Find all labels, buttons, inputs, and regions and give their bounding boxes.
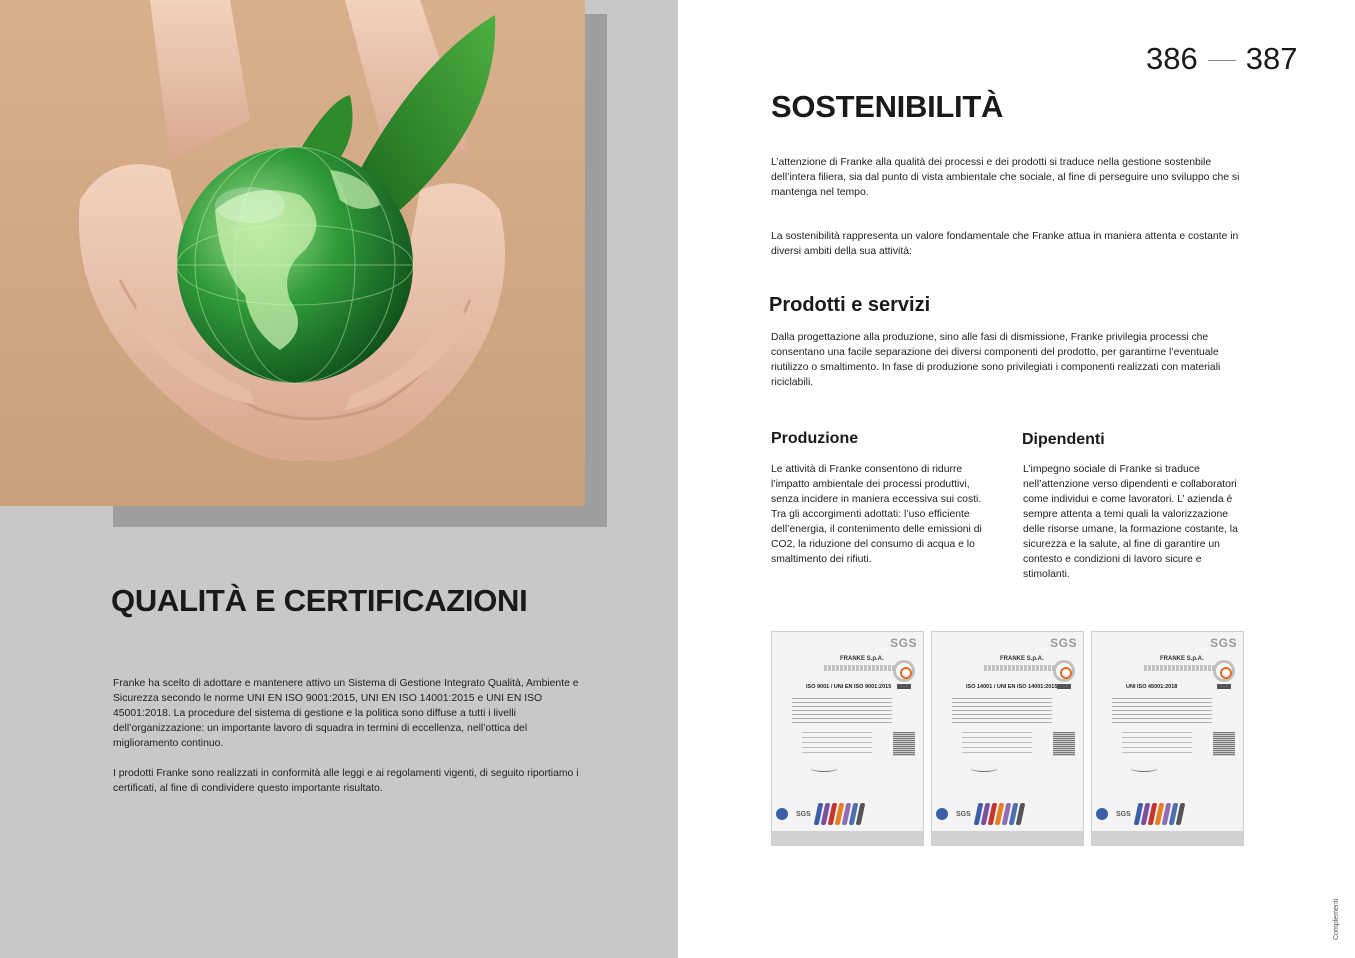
sgs-logo: SGS: [1210, 636, 1237, 650]
certificate-iso-45001: [1091, 631, 1244, 846]
cert-seal-tag: [1057, 684, 1071, 689]
left-page-body: [113, 676, 591, 796]
sgs-logo: SGS: [1050, 636, 1077, 650]
cert-details-text: [1122, 732, 1192, 754]
cert-address-lines: [984, 665, 1064, 671]
cert-standard: ISO 9001 / UNI EN ISO 9001:2015: [806, 684, 892, 690]
cert-scope-text: [1112, 698, 1212, 726]
sgs-mini-logo: SGS: [956, 810, 971, 818]
dipendenti-body: L’impegno sociale di Franke si traduce nell’attenzione verso dipendenti e collaboratori come individui e come lavoratori. L’ azienda è sempre attenta a temi quali la valorizzazione delle risorse umane, la formazione costante, la sicurezza e la salute, al fine di garantire un contesto e condizioni di lavoro sicure e stimolanti.: [1023, 464, 1238, 580]
cert-footer: [932, 831, 1083, 845]
sgs-logo: SGS: [890, 636, 917, 650]
produzione-body: Le attività di Franke consentono di ridurre l’impatto ambientale dei processi produttivi, senza incidere in maniera eccessiva sui costi. Tra gli accorgimenti adottati: l’uso efficiente dell’energia, il contenimento delle emissioni di CO2, la riduzione del consumo di acqua e lo smaltimento dei rifiuti.: [771, 464, 982, 565]
left-paragraph-1: Franke ha scelto di adottare e mantenere attivo un Sistema di Gestione Integrato Qualità, Ambiente e Sicurezza secondo le norme UNI EN ISO 9001:2015, UNI EN ISO 14001:2015 e UNI EN ISO 45001:2018. La procedure del sistema di gestione e la politica sono diffuse a tutti i livelli dell’organizzazione: un importante lavoro di squadra in termini di eccellenza, nell’ottica del miglioramento continuo.: [113, 678, 579, 749]
globe-icon: [1096, 808, 1108, 820]
cert-scope-text: [792, 698, 892, 726]
cert-company: FRANKE S.p.A.: [840, 656, 884, 662]
cert-seal-tag: [1217, 684, 1231, 689]
certificates-row: [771, 631, 1244, 846]
prodotti-body: Dalla progettazione alla produzione, sino alle fasi di dismissione, Franke privilegia processi che consentano una facile separazione dei diversi componenti del prodotto, per garantirne l’eventuale riutilizzo o smaltimento. In fase di produzione sono privilegiati i componenti realizzati con materiali riciclabili.: [771, 332, 1221, 388]
cert-signature: [810, 764, 838, 772]
page-number-left: 386: [1146, 41, 1198, 76]
cert-details-text: [802, 732, 872, 754]
cert-standard: ISO 14001 / UNI EN ISO 14001:2015: [966, 684, 1058, 690]
cert-address-lines: [1144, 665, 1224, 671]
cert-footer: [1092, 831, 1243, 845]
cert-seal-tag: [897, 684, 911, 689]
sgs-mini-logo: SGS: [1116, 810, 1131, 818]
prodotti-heading: Prodotti e servizi: [769, 294, 931, 316]
cert-seal-icon: [1053, 660, 1075, 682]
cert-bottom-band: [1096, 801, 1241, 827]
cert-bottom-band: [776, 801, 921, 827]
cert-bottom-band: [936, 801, 1081, 827]
globe-icon: [936, 808, 948, 820]
page-number-right: 387: [1245, 41, 1298, 76]
sgs-mini-logo: SGS: [796, 810, 811, 818]
cert-standard: UNI ISO 45001:2018: [1126, 684, 1178, 690]
cert-details-text: [962, 732, 1032, 754]
dipendenti-heading: Dipendenti: [1022, 431, 1105, 448]
produzione-heading: Produzione: [771, 430, 859, 447]
globe-icon: [776, 808, 788, 820]
section-side-label: Complementi: [1333, 898, 1340, 940]
cert-seal-icon: [1213, 660, 1235, 682]
intro-paragraph-2: La sostenibilità rappresenta un valore fondamentale che Franke attua in maniera attenta e costante in diversi ambiti della sua attività:: [771, 231, 1239, 257]
cert-stamp-icon: [1053, 732, 1075, 756]
cert-signature: [1130, 764, 1158, 772]
page-number-divider: [1208, 60, 1236, 61]
cert-stamp-icon: [893, 732, 915, 756]
left-paragraph-2: I prodotti Franke sono realizzati in conformità alle leggi e ai regolamenti vigenti, di seguito riportiamo i certificati, al fine di condividere questo importante risultato.: [113, 768, 579, 794]
certificate-iso-14001: [931, 631, 1084, 846]
hands-globe-photo: [0, 0, 585, 506]
cert-signature: [970, 764, 998, 772]
cert-scope-text: [952, 698, 1052, 726]
page-numbers: [1146, 41, 1297, 77]
hands-globe-illustration: [0, 0, 585, 506]
cert-company: FRANKE S.p.A.: [1160, 656, 1204, 662]
cert-company: FRANKE S.p.A.: [1000, 656, 1044, 662]
cert-footer: [772, 831, 923, 845]
right-page-title: SOSTENIBILITÀ: [771, 89, 1004, 124]
cert-stamp-icon: [1213, 732, 1235, 756]
cert-address-lines: [824, 665, 904, 671]
cert-seal-icon: [893, 660, 915, 682]
intro-paragraph-1: L’attenzione di Franke alla qualità dei processi e dei prodotti si traduce nella gestione sostenbile dell’intera filiera, sia dal punto di vista ambientale che sociale, al fine di perseguire uno sviluppo che si mantenga nel tempo.: [771, 157, 1240, 198]
certificate-iso-9001: [771, 631, 924, 846]
left-page-title: QUALITÀ E CERTIFICAZIONI: [111, 583, 528, 618]
